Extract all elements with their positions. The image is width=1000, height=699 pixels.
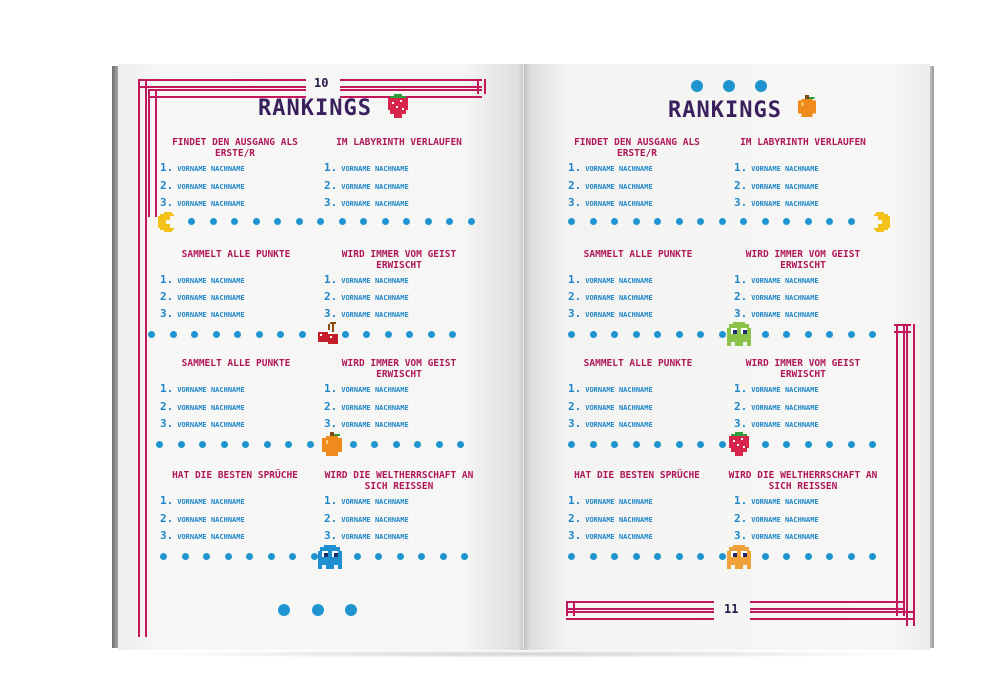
pac-dot [762,331,769,338]
ranking-entry: 3. VORNAME NACHNAME [734,417,819,430]
maze-line-bottom-left-outer [566,611,714,620]
green-ghost-icon [727,322,751,346]
ranking-entry: 3. VORNAME NACHNAME [160,529,245,542]
maze-line-inner [148,89,157,217]
ranking-entry: 1. VORNAME NACHNAME [568,273,653,286]
pacman-icon [158,212,178,232]
ranking-entry: 1. VORNAME NACHNAME [734,273,819,286]
pac-dot [253,218,260,225]
pac-dot [246,553,253,560]
orange-icon [320,432,344,458]
page-title: RANKINGS [668,98,782,123]
ranking-entry: 3. VORNAME NACHNAME [734,529,819,542]
ranking-entry: 2. VORNAME NACHNAME [160,400,245,413]
maze-line-right-cap [894,324,911,333]
pac-dot [762,441,769,448]
pac-dot [697,331,704,338]
pac-dot [468,218,475,225]
pac-dot [285,441,292,448]
pac-dot [611,441,618,448]
page-title: RANKINGS [258,96,372,121]
pac-dot [375,553,382,560]
section-heading: IM LABYRINTH VERLAUFEN [336,137,462,148]
maze-line-corner [477,79,486,94]
pac-dot [385,331,392,338]
pac-dot [440,553,447,560]
big-dot [312,604,324,616]
pac-dot [317,218,324,225]
ranking-entry: 1. VORNAME NACHNAME [160,273,245,286]
big-dot [723,80,735,92]
pac-dot [697,218,704,225]
pac-dot [449,331,456,338]
pac-dot [414,441,421,448]
ranking-entry: 1. VORNAME NACHNAME [734,382,819,395]
ranking-entry: 1. VORNAME NACHNAME [734,161,819,174]
pac-dot [264,441,271,448]
section-heading: WIRD DIE WELTHERRSCHAFT AN SICH REISSEN [324,470,474,492]
pac-dot [307,441,314,448]
pac-dot [234,331,241,338]
pac-dot [156,441,163,448]
pac-dot [299,331,306,338]
pac-dot [805,331,812,338]
big-dot [345,604,357,616]
pac-dot [719,441,726,448]
pac-dot [371,441,378,448]
pac-dot [654,553,661,560]
ranking-entry: 2. VORNAME NACHNAME [324,290,409,303]
pac-dot [210,218,217,225]
section-heading: HAT DIE BESTEN SPRÜCHE [574,470,700,481]
pac-dot [848,218,855,225]
maze-line-right [896,324,905,616]
pac-dot [848,441,855,448]
section-heading: WIRD DIE WELTHERRSCHAFT AN SICH REISSEN [728,470,878,492]
ranking-entry: 1. VORNAME NACHNAME [324,161,409,174]
big-dot [755,80,767,92]
pac-dot [633,331,640,338]
pac-dot [697,441,704,448]
section-heading: SAMMELT ALLE PUNKTE [583,249,693,260]
ranking-entry: 2. VORNAME NACHNAME [568,290,653,303]
pac-dot [719,218,726,225]
maze-line-bottom-left [566,601,714,610]
left-page [118,64,523,650]
pac-dot [457,441,464,448]
maze-line-right-outer [906,324,915,626]
maze-line-top-left [138,79,306,88]
section-heading: SAMMELT ALLE PUNKTE [583,358,693,369]
ranking-entry: 2. VORNAME NACHNAME [734,290,819,303]
pac-dot [199,441,206,448]
pac-dot [826,441,833,448]
pac-dot [740,218,747,225]
ranking-entry: 3. VORNAME NACHNAME [160,307,245,320]
cherry-icon [316,322,340,346]
pac-dot [869,331,876,338]
ranking-entry: 1. VORNAME NACHNAME [568,494,653,507]
ranking-entry: 2. VORNAME NACHNAME [324,179,409,192]
pac-dot [311,553,318,560]
section-heading: WIRD IMMER VOM GEIST ERWISCHT [341,358,457,380]
ranking-entry: 3. VORNAME NACHNAME [324,307,409,320]
pac-dot [191,331,198,338]
ranking-entry: 2. VORNAME NACHNAME [734,400,819,413]
pac-dot [354,553,361,560]
big-dot [278,604,290,616]
pac-dot [719,331,726,338]
ranking-entry: 1. VORNAME NACHNAME [160,382,245,395]
pac-dot [826,331,833,338]
pac-dot [406,331,413,338]
pac-dot [382,218,389,225]
ranking-entry: 1. VORNAME NACHNAME [324,273,409,286]
ranking-entry: 1. VORNAME NACHNAME [568,382,653,395]
maze-line-top-right [340,79,482,88]
ranking-entry: 2. VORNAME NACHNAME [568,400,653,413]
pac-dot [590,553,597,560]
section-heading: WIRD IMMER VOM GEIST ERWISCHT [745,249,861,271]
big-dot [691,80,703,92]
pac-dot [188,218,195,225]
ranking-entry: 3. VORNAME NACHNAME [568,307,653,320]
pac-dot [805,553,812,560]
ranking-entry: 2. VORNAME NACHNAME [160,179,245,192]
pac-dot [590,441,597,448]
pac-dot [148,331,155,338]
pac-dot [568,553,575,560]
blue-ghost-icon [318,545,342,569]
pac-dot [225,553,232,560]
ranking-entry: 1. VORNAME NACHNAME [324,494,409,507]
pac-dot [654,441,661,448]
pac-dot [160,553,167,560]
pac-dot [783,218,790,225]
ranking-entry: 2. VORNAME NACHNAME [734,512,819,525]
pac-dot [360,218,367,225]
pac-dot [274,218,281,225]
ranking-entry: 1. VORNAME NACHNAME [568,161,653,174]
pac-dot [805,218,812,225]
ranking-entry: 2. VORNAME NACHNAME [324,512,409,525]
pac-dot [676,331,683,338]
section-heading: SAMMELT ALLE PUNKTE [181,249,291,260]
ranking-entry: 3. VORNAME NACHNAME [734,196,819,209]
ranking-entry: 3. VORNAME NACHNAME [324,529,409,542]
pac-dot [848,553,855,560]
pac-dot [783,331,790,338]
ranking-entry: 2. VORNAME NACHNAME [568,512,653,525]
page-number: 11 [724,602,739,616]
ranking-entry: 1. VORNAME NACHNAME [324,382,409,395]
pac-dot [170,331,177,338]
pac-dot [568,218,575,225]
orange-icon [796,95,818,119]
pac-dot [633,553,640,560]
section-heading: FINDET DEN AUSGANG ALS ERSTE/R [574,137,700,159]
pac-dot [428,331,435,338]
strawberry-icon [727,432,751,458]
pac-dot [268,553,275,560]
pac-dot [350,441,357,448]
pac-dot [418,553,425,560]
ranking-entry: 3. VORNAME NACHNAME [160,417,245,430]
ranking-entry: 3. VORNAME NACHNAME [568,196,653,209]
strawberry-icon [386,94,410,120]
ranking-entry: 1. VORNAME NACHNAME [160,161,245,174]
ranking-entry: 3. VORNAME NACHNAME [568,529,653,542]
pac-dot [425,218,432,225]
pac-dot [676,553,683,560]
section-heading: IM LABYRINTH VERLAUFEN [740,137,866,148]
pac-dot [611,331,618,338]
pac-dot [826,553,833,560]
pac-dot [182,553,189,560]
pac-dot [363,331,370,338]
pac-dot [611,553,618,560]
ranking-entry: 2. VORNAME NACHNAME [160,290,245,303]
pac-dot [762,218,769,225]
pac-dot [826,218,833,225]
ranking-entry: 3. VORNAME NACHNAME [324,417,409,430]
section-heading: WIRD IMMER VOM GEIST ERWISCHT [745,358,861,380]
pac-dot [697,553,704,560]
book-fold [518,64,530,650]
ranking-entry: 2. VORNAME NACHNAME [324,400,409,413]
pac-dot [869,553,876,560]
pac-dot [611,218,618,225]
orange-ghost-icon [727,545,751,569]
pac-dot [256,331,263,338]
pac-dot [654,331,661,338]
pac-dot [393,441,400,448]
pac-dot [231,218,238,225]
pac-dot [676,218,683,225]
maze-line-bottom-right-outer [750,611,913,620]
pac-dot [783,441,790,448]
pac-dot [277,331,284,338]
pac-dot [762,553,769,560]
ranking-entry: 2. VORNAME NACHNAME [568,179,653,192]
pac-dot [178,441,185,448]
pac-dot [446,218,453,225]
section-heading: FINDET DEN AUSGANG ALS ERSTE/R [172,137,298,159]
ranking-entry: 1. VORNAME NACHNAME [734,494,819,507]
pac-dot [568,441,575,448]
pac-dot [654,218,661,225]
maze-line-bottom-right [750,601,903,610]
pac-dot [436,441,443,448]
pac-dot [203,553,210,560]
pac-dot [719,553,726,560]
pac-dot [213,331,220,338]
pac-dot [633,441,640,448]
pac-dot [805,441,812,448]
pac-dot [461,553,468,560]
book-shadow [130,650,920,658]
pac-dot [590,218,597,225]
pac-dot [242,441,249,448]
ranking-entry: 3. VORNAME NACHNAME [160,196,245,209]
pac-dot [633,218,640,225]
maze-line-left [138,79,147,637]
pac-dot [342,331,349,338]
pac-dot [869,441,876,448]
ranking-entry: 2. VORNAME NACHNAME [160,512,245,525]
section-heading: WIRD IMMER VOM GEIST ERWISCHT [341,249,457,271]
pac-dot [783,553,790,560]
ranking-entry: 3. VORNAME NACHNAME [324,196,409,209]
ranking-entry: 3. VORNAME NACHNAME [734,307,819,320]
pac-dot [296,218,303,225]
pac-dot [590,331,597,338]
pac-dot [339,218,346,225]
pac-dot [221,441,228,448]
page-number: 10 [314,76,329,90]
pacman-icon [870,212,890,232]
pac-dot [403,218,410,225]
ranking-entry: 3. VORNAME NACHNAME [568,417,653,430]
section-heading: SAMMELT ALLE PUNKTE [181,358,291,369]
ranking-entry: 1. VORNAME NACHNAME [160,494,245,507]
pac-dot [397,553,404,560]
section-heading: HAT DIE BESTEN SPRÜCHE [172,470,298,481]
right-page [524,64,930,650]
pac-dot [848,331,855,338]
pac-dot [676,441,683,448]
pac-dot [568,331,575,338]
ranking-entry: 2. VORNAME NACHNAME [734,179,819,192]
pac-dot [289,553,296,560]
